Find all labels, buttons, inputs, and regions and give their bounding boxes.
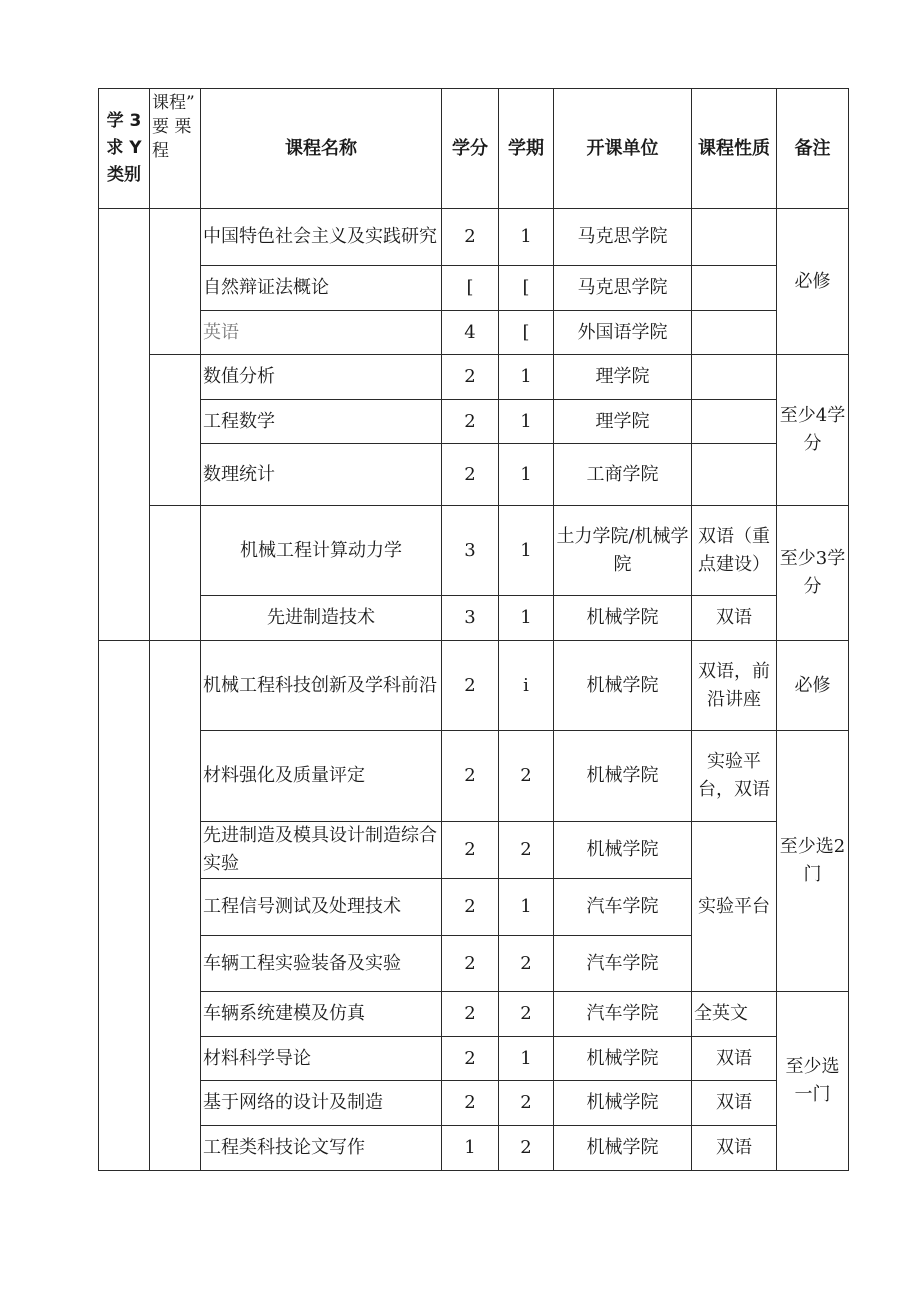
course-term: 2 [499, 822, 554, 879]
course-unit: 理学院 [554, 355, 692, 400]
course-name: 自然辩证法概论 [201, 266, 442, 311]
table-row [99, 266, 849, 311]
course-nature: 实验平台，双语 [692, 731, 777, 822]
group-note: 至少选一门 [777, 992, 849, 1171]
course-term: 2 [499, 936, 554, 992]
course-term: 2 [499, 992, 554, 1037]
course-nature: 全英文 [692, 992, 777, 1037]
table-row [99, 1037, 849, 1081]
course-nature [692, 209, 777, 266]
course-unit: 机械学院 [554, 822, 692, 879]
course-unit: 工商学院 [554, 444, 692, 506]
course-nature: 双语（重点建设） [692, 506, 777, 596]
header-category: 学 3 求 Y 类别 [99, 89, 150, 209]
course-nature [692, 400, 777, 444]
header-credit: 学分 [442, 89, 499, 209]
group-note: 至少4学分 [777, 355, 849, 506]
course-name: 数值分析 [201, 355, 442, 400]
course-nature: 双语 [692, 596, 777, 641]
course-name: 数理统计 [201, 444, 442, 506]
table-row [99, 641, 849, 731]
header-nature: 课程性质 [692, 89, 777, 209]
course-name: 工程信号测试及处理技术 [201, 879, 442, 936]
course-credit: 2 [442, 209, 499, 266]
course-nature [692, 311, 777, 355]
course-name: 先进制造技术 [201, 596, 442, 641]
course-name: 车辆系统建模及仿真 [201, 992, 442, 1037]
course-name: 机械工程科技创新及学科前沿 [201, 641, 442, 731]
course-nature [692, 355, 777, 400]
course-credit: 2 [442, 822, 499, 879]
course-term: i [499, 641, 554, 731]
course-credit: 3 [442, 506, 499, 596]
subcategory-cell-3 [150, 506, 201, 641]
table-row [99, 992, 849, 1037]
table-row [99, 1126, 849, 1171]
course-name: 先进制造及模具设计制造综合实验 [201, 822, 442, 879]
course-term: 1 [499, 879, 554, 936]
course-term: 2 [499, 731, 554, 822]
course-unit: 机械学院 [554, 1126, 692, 1171]
table-row [99, 311, 849, 355]
course-unit: 土力学院/机械学院 [554, 506, 692, 596]
course-unit: 汽车学院 [554, 936, 692, 992]
header-term: 学期 [499, 89, 554, 209]
header-row [99, 89, 849, 209]
group-note: 至少选2门 [777, 731, 849, 992]
course-nature: 双语 [692, 1037, 777, 1081]
course-term: 2 [499, 1126, 554, 1171]
course-term: 1 [499, 444, 554, 506]
course-term: [ [499, 266, 554, 311]
course-term: 1 [499, 209, 554, 266]
course-unit: 马克思学院 [554, 209, 692, 266]
course-term: 1 [499, 400, 554, 444]
group-note: 必修 [777, 209, 849, 355]
table-row [99, 400, 849, 444]
course-unit: 汽车学院 [554, 879, 692, 936]
table-row [99, 444, 849, 506]
course-nature: 双语 [692, 1081, 777, 1126]
course-term: 1 [499, 355, 554, 400]
course-nature: 实验平台 [692, 822, 777, 992]
category-cell-1 [99, 209, 150, 641]
course-unit: 机械学院 [554, 641, 692, 731]
subcategory-cell-2 [150, 355, 201, 506]
course-name: 工程类科技论文写作 [201, 1126, 442, 1171]
course-unit: 机械学院 [554, 1037, 692, 1081]
course-credit: 2 [442, 992, 499, 1037]
course-credit: 2 [442, 444, 499, 506]
table-row [99, 209, 849, 266]
table-row [99, 822, 849, 879]
header-note: 备注 [777, 89, 849, 209]
course-credit: 2 [442, 879, 499, 936]
course-name: 机械工程计算动力学 [201, 506, 442, 596]
course-name: 中国特色社会主义及实践研究 [201, 209, 442, 266]
course-nature: 双语 [692, 1126, 777, 1171]
course-unit: 机械学院 [554, 1081, 692, 1126]
course-credit: 4 [442, 311, 499, 355]
header-course-name: 课程名称 [201, 89, 442, 209]
course-nature [692, 444, 777, 506]
category-cell-2 [99, 641, 150, 1171]
course-unit: 机械学院 [554, 596, 692, 641]
course-unit: 机械学院 [554, 731, 692, 822]
course-credit: 2 [442, 641, 499, 731]
course-term: 1 [499, 506, 554, 596]
course-credit: 2 [442, 400, 499, 444]
course-credit: 3 [442, 596, 499, 641]
course-term: 1 [499, 596, 554, 641]
course-unit: 汽车学院 [554, 992, 692, 1037]
course-term: [ [499, 311, 554, 355]
course-name: 工程数学 [201, 400, 442, 444]
course-name: 材料强化及质量评定 [201, 731, 442, 822]
course-credit: 2 [442, 936, 499, 992]
course-table [98, 88, 849, 1171]
table-row [99, 1081, 849, 1126]
course-term: 1 [499, 1037, 554, 1081]
course-credit: 2 [442, 355, 499, 400]
course-nature [692, 266, 777, 311]
course-credit: 2 [442, 1037, 499, 1081]
table-row [99, 506, 849, 596]
course-name: 材料科学导论 [201, 1037, 442, 1081]
table-row [99, 731, 849, 822]
course-name: 英语 [201, 311, 442, 355]
table-row [99, 355, 849, 400]
subcategory-cell-1 [150, 209, 201, 355]
course-unit: 马克思学院 [554, 266, 692, 311]
course-name: 基于网络的设计及制造 [201, 1081, 442, 1126]
course-unit: 理学院 [554, 400, 692, 444]
group-note: 必修 [777, 641, 849, 731]
course-credit: 1 [442, 1126, 499, 1171]
course-name: 车辆工程实验装备及实验 [201, 936, 442, 992]
course-credit: [ [442, 266, 499, 311]
group-note: 至少3学分 [777, 506, 849, 641]
course-credit: 2 [442, 731, 499, 822]
table-row [99, 596, 849, 641]
header-subcategory: 课程” 要 栗 程 [150, 89, 201, 209]
course-credit: 2 [442, 1081, 499, 1126]
header-unit: 开课单位 [554, 89, 692, 209]
course-nature: 双语，前沿讲座 [692, 641, 777, 731]
course-unit: 外国语学院 [554, 311, 692, 355]
subcategory-cell-4 [150, 641, 201, 1171]
course-term: 2 [499, 1081, 554, 1126]
